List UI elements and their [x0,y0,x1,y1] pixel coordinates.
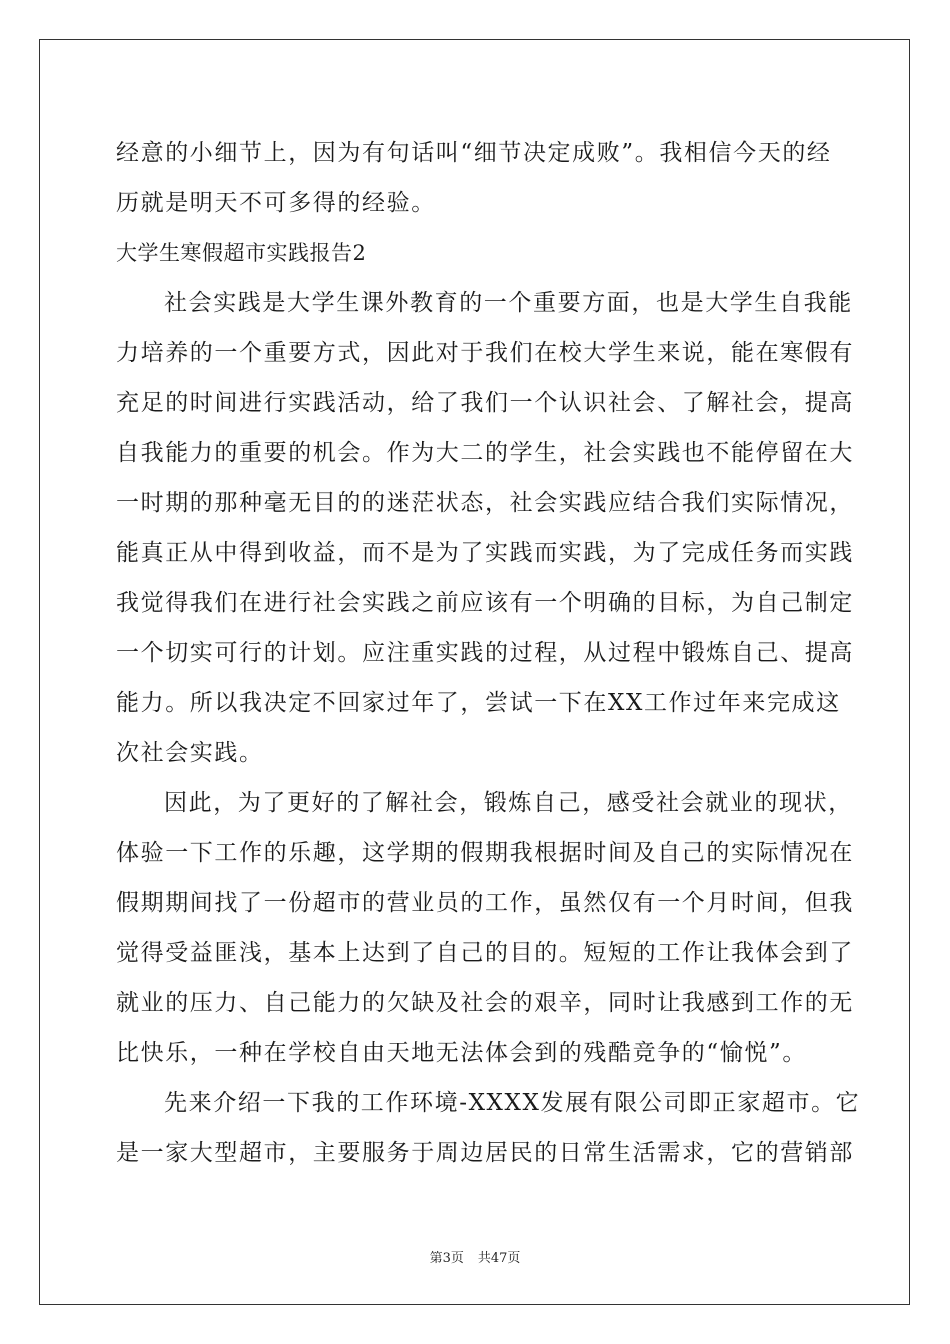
text-line: 历就是明天不可多得的经验。 [116,190,436,216]
text-line: 体验一下工作的乐趣，这学期的假期我根据时间及自己的实际情况在 [116,840,854,866]
current-page-number: 第3页 [429,1251,464,1266]
paragraph-first-line: 社会实践是大学生课外教育的一个重要方面，也是大学生自我能 [164,290,853,316]
text-line: 经意的小细节上，因为有句话叫“细节决定成败”。我相信今天的经 [116,140,832,166]
total-pages: 共47页 [477,1251,521,1266]
text-line: 觉得受益匪浅，基本上达到了自己的目的。短短的工作让我体会到了 [116,940,854,966]
paragraph-first-line: 因此，为了更好的了解社会，锻炼自己，感受社会就业的现状， [164,790,853,816]
paragraph-first-line: 先来介绍一下我的工作环境-XXXX发展有限公司即正家超市。它 [164,1090,861,1116]
text-line: 一个切实可行的计划。应注重实践的过程，从过程中锻炼自己、提高 [116,640,854,666]
text-line: 我觉得我们在进行社会实践之前应该有一个明确的目标，为自己制定 [116,590,854,616]
document-body [116,128,861,1178]
text-line: 就业的压力、自己能力的欠缺及社会的艰辛，同时让我感到工作的无 [116,990,854,1016]
text-line: 能力。所以我决定不回家过年了，尝试一下在XX工作过年来完成这 [116,690,841,716]
text-line: 假期期间找了一份超市的营业员的工作，虽然仅有一个月时间，但我 [116,890,854,916]
text-line: 能真正从中得到收益，而不是为了实践而实践，为了完成任务而实践 [116,540,854,566]
text-line: 力培养的一个重要方式，因此对于我们在校大学生来说，能在寒假有 [116,340,854,366]
text-line: 自我能力的重要的机会。作为大二的学生，社会实践也不能停留在大 [116,440,854,466]
text-line: 一时期的那种毫无目的的迷茫状态，社会实践应结合我们实际情况， [116,490,854,516]
text-line: 次社会实践。 [116,740,264,766]
text-line: 充足的时间进行实践活动，给了我们一个认识社会、了解社会，提高 [116,390,854,416]
section-heading: 大学生寒假超市实践报告2 [116,241,367,265]
page-footer [0,1247,950,1266]
text-line: 是一家大型超市，主要服务于周边居民的日常生活需求，它的营销部 [116,1140,854,1166]
text-line: 比快乐，一种在学校自由天地无法体会到的残酷竞争的“愉悦”。 [116,1040,807,1066]
